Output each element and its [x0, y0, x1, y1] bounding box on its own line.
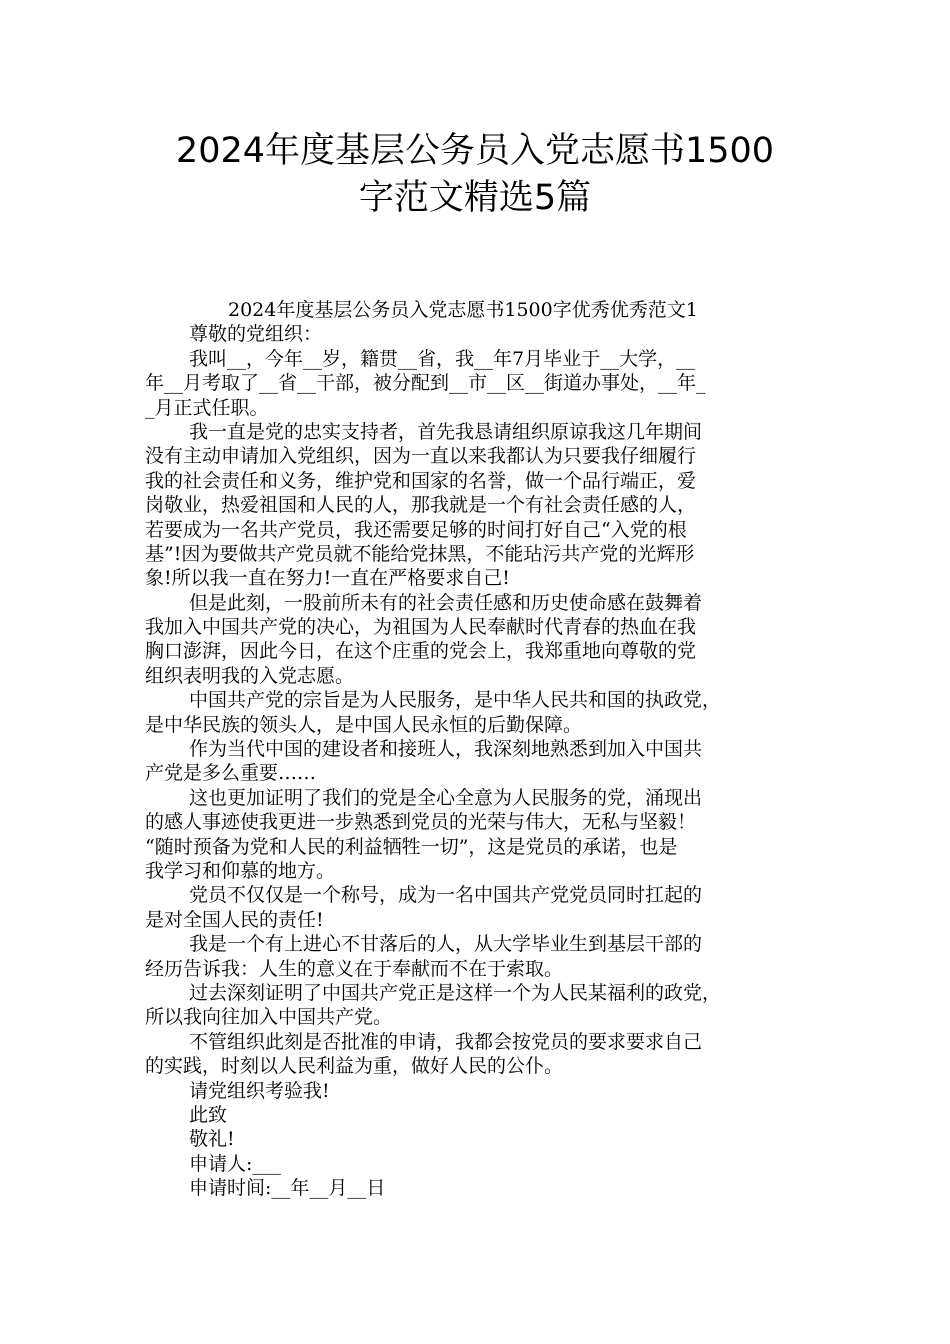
text-line: 尊敬的党组织：: [189, 323, 323, 346]
text-line: 没有主动申请加入党组织，因为一直以来我都认为只要我仔细履行: [145, 445, 697, 468]
text-line: 基”!因为要做共产党员就不能给党抹黑，不能玷污共产党的光辉形: [145, 542, 695, 565]
text-line: 的实践，时刻以人民利益为重，做好人民的公仆。: [145, 1055, 564, 1078]
text-line: 胸口澎湃，因此今日，在这个庄重的党会上，我郑重地向尊敬的党: [145, 640, 697, 663]
text-line: 年__月考取了__省__干部，被分配到__市__区__街道办事处，__年_: [145, 372, 706, 395]
title-line-1: 2024年度基层公务员入党志愿书1500: [175, 131, 775, 171]
title-line-2: 字范文精选5篇: [358, 178, 592, 218]
text-line: 我的社会责任和义务，维护党和国家的名誉，做一个品行端正，爱: [145, 469, 697, 492]
document-title: [100, 128, 850, 222]
text-line: 我加入中国共产党的决心，为祖国为人民奉献时代青春的热血在我: [145, 616, 697, 639]
section-heading: 2024年度基层公务员入党志愿书1500字优秀优秀范文1: [228, 299, 698, 321]
text-line: 我叫__，今年__岁，籍贯__省，我__年7月毕业于__大学，__: [189, 347, 696, 370]
text-line: 岗敬业，热爱祖国和人民的人，那我就是一个有社会责任感的人，: [145, 494, 697, 517]
text-line: 不管组织此刻是否批准的申请，我都会按党员的要求要求自己: [189, 1030, 703, 1053]
text-line: 此致: [189, 1103, 228, 1126]
text-line: 产党是多么重要……: [145, 762, 317, 785]
text-line: 作为当代中国的建设者和接班人，我深刻地熟悉到加入中国共: [189, 738, 703, 761]
text-line: 请党组织考验我!: [189, 1079, 330, 1102]
text-line: 敬礼!: [189, 1128, 235, 1151]
text-line: 但是此刻，一股前所未有的社会责任感和历史使命感在鼓舞着: [189, 591, 703, 614]
text-line: 这也更加证明了我们的党是全心全意为人民服务的党，涌现出: [189, 786, 703, 809]
text-line: 中国共产党的宗旨是为人民服务，是中华人民共和国的执政党，: [189, 689, 722, 712]
text-line: 我一直是党的忠实支持者，首先我恳请组织原谅我这几年期间: [189, 420, 703, 443]
text-line: “随时预备为党和人民的利益牺牲一切”，这是党员的承诺，也是: [145, 835, 678, 858]
document-body: [145, 298, 821, 1200]
text-line: 的感人事迹使我更进一步熟悉到党员的光荣与伟大，无私与坚毅！: [145, 811, 697, 834]
text-line: 党员不仅仅是一个称号，成为一名中国共产党党员同时扛起的: [189, 884, 703, 907]
text-line: 象!所以我一直在努力!一直在严格要求自己!: [145, 567, 510, 590]
text-line: 申请时间:__年__月__日: [189, 1177, 386, 1200]
text-line: 我学习和仰慕的地方。: [145, 859, 336, 882]
text-line: 若要成为一名共产党员，我还需要足够的时间打好自己“入党的根: [145, 518, 687, 541]
text-line: 过去深刻证明了中国共产党正是这样一个为人民某福利的政党，: [189, 981, 722, 1004]
text-line: 是对全国人民的责任!: [145, 908, 324, 931]
text-line: 组织表明我的入党志愿。: [145, 664, 355, 687]
text-line: 所以我向往加入中国共产党。: [145, 1006, 393, 1029]
text-line: 我是一个有上进心不甘落后的人，从大学毕业生到基层干部的: [189, 933, 703, 956]
text-line: 是中华民族的领头人，是中国人民永恒的后勤保障。: [145, 713, 583, 736]
text-line: 申请人:___: [189, 1152, 281, 1175]
text-line: 经历告诉我：人生的意义在于奉献而不在于索取。: [145, 957, 564, 980]
text-line: _月正式任职。: [145, 396, 269, 419]
